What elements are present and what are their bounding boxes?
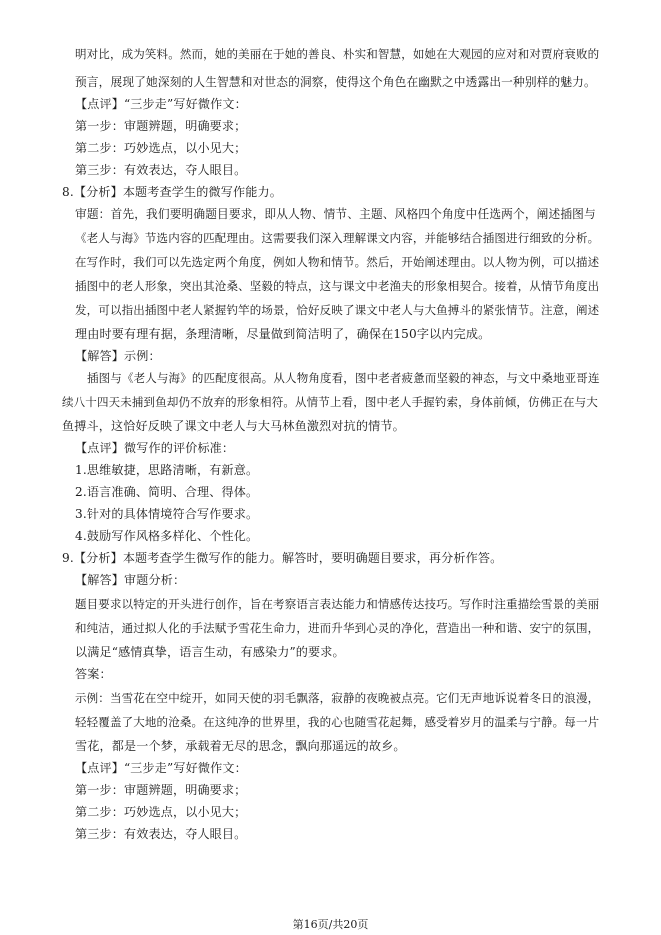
step-item: 第一步：审题辨题，明确要求；: [75, 119, 247, 133]
paragraph-line: 以满足“感情真挚，语言生动，有感染力”的要求。: [75, 645, 345, 659]
step-item: 第二步：巧妙选点，以小见大；: [75, 805, 247, 819]
comment-heading: 【点评】“三步走”写好微作文：: [75, 97, 247, 111]
paragraph-line: 预言，展现了她深刻的人生智慧和对世态的洞察，使得这个角色在幽默之中透露出一种别样的魅力。: [75, 75, 596, 89]
example-line: 示例：当雪花在空中绽开，如同天使的羽毛飘落，寂静的夜晚被点亮。它们无声地诉说着冬日的浪漫，: [75, 691, 600, 705]
step-item: 第三步：有效表达，夺人眼目。: [75, 827, 247, 841]
answer-heading: 【解答】审题分析：: [75, 573, 186, 587]
comment-heading: 【点评】“三步走”写好微作文：: [75, 761, 247, 775]
paragraph-line: 题目要求以特定的开头进行创作，旨在考察语言表达能力和情感传达技巧。写作时注重描绘雪景的美丽: [75, 597, 600, 611]
criteria-item: 2.语言准确、简明、合理、得体。: [75, 485, 259, 499]
example-line: 轻轻覆盖了大地的沧桑。在这纯净的世界里，我的心也随雪花起舞，感受着岁月的温柔与宁静。每一片: [75, 715, 600, 729]
paragraph-line: 明对比，成为笑料。然而，她的美丽在于她的善良、朴实和智慧，如她在大观园的应对和对贾府衰败的: [75, 47, 600, 61]
answer-label: 答案：: [75, 667, 112, 681]
paragraph-line: 插图中的老人形象，突出其沧桑、坚毅的特点，这与课文中老渔夫的形象相契合。接着，从情节角度出: [75, 279, 600, 293]
paragraph-line: 理由时要有理有据，条理清晰，尽量做到简洁明了，确保在150字以内完成。: [75, 327, 491, 341]
criteria-item: 3.针对的具体情境符合写作要求。: [75, 507, 259, 521]
example-line: 雪花，都是一个梦，承载着无尽的思念，飘向那遥远的故乡。: [75, 739, 406, 753]
example-line: 鱼搏斗，这恰好反映了课文中老人与大马林鱼激烈对抗的情节。: [62, 419, 405, 433]
step-item: 第一步：审题辨题，明确要求；: [75, 783, 247, 797]
question-9-analysis-heading: 9.【分析】本题考查学生微写作的能力。解答时，要明确题目要求，再分析作答。: [62, 551, 503, 565]
question-8-analysis-heading: 8.【分析】本题考查学生的微写作能力。: [62, 185, 282, 199]
paragraph-line: 审题：首先，我们要明确题目要求，即从人物、情节、主题、风格四个角度中任选两个，阐述插图与: [75, 207, 596, 221]
page-number: 第16页/共20页: [292, 918, 369, 931]
paragraph-line: 发，可以指出插图中老人紧握钓竿的场景，恰好反映了课文中老人与大鱼搏斗的紧张情节。注意，阐述: [75, 303, 600, 317]
comment-heading: 【点评】微写作的评价标准：: [75, 441, 235, 455]
example-line: 插图与《老人与海》的匹配度很高。从人物角度看，图中老者疲惫而坚毅的神态，与文中桑地亚哥连: [87, 371, 600, 385]
paragraph-line: 和纯洁，通过拟人化的手法赋予雪花生命力，进而升华到心灵的净化，营造出一种和谐、安宁的氛围，: [75, 621, 600, 635]
criteria-item: 1.思维敏捷，思路清晰，有新意。: [75, 463, 259, 477]
example-line: 续八十四天未捕到鱼却仍不放弃的形象相符。从情节上看，图中老人手握钓索，身体前倾，仿佛正在与大: [62, 395, 598, 409]
paragraph-line: 《老人与海》节选内容的匹配理由。这需要我们深入理解课文内容，并能够结合插图进行细致的分析。: [75, 231, 600, 245]
answer-heading: 【解答】示例：: [75, 349, 161, 363]
criteria-item: 4.鼓励写作风格多样化、个性化。: [75, 529, 259, 543]
step-item: 第二步：巧妙选点，以小见大；: [75, 141, 247, 155]
paragraph-line: 在写作时，我们可以先选定两个角度，例如人物和情节。然后，开始阐述理由。以人物为例，可以描述: [75, 255, 600, 269]
step-item: 第三步：有效表达，夺人眼目。: [75, 163, 247, 177]
